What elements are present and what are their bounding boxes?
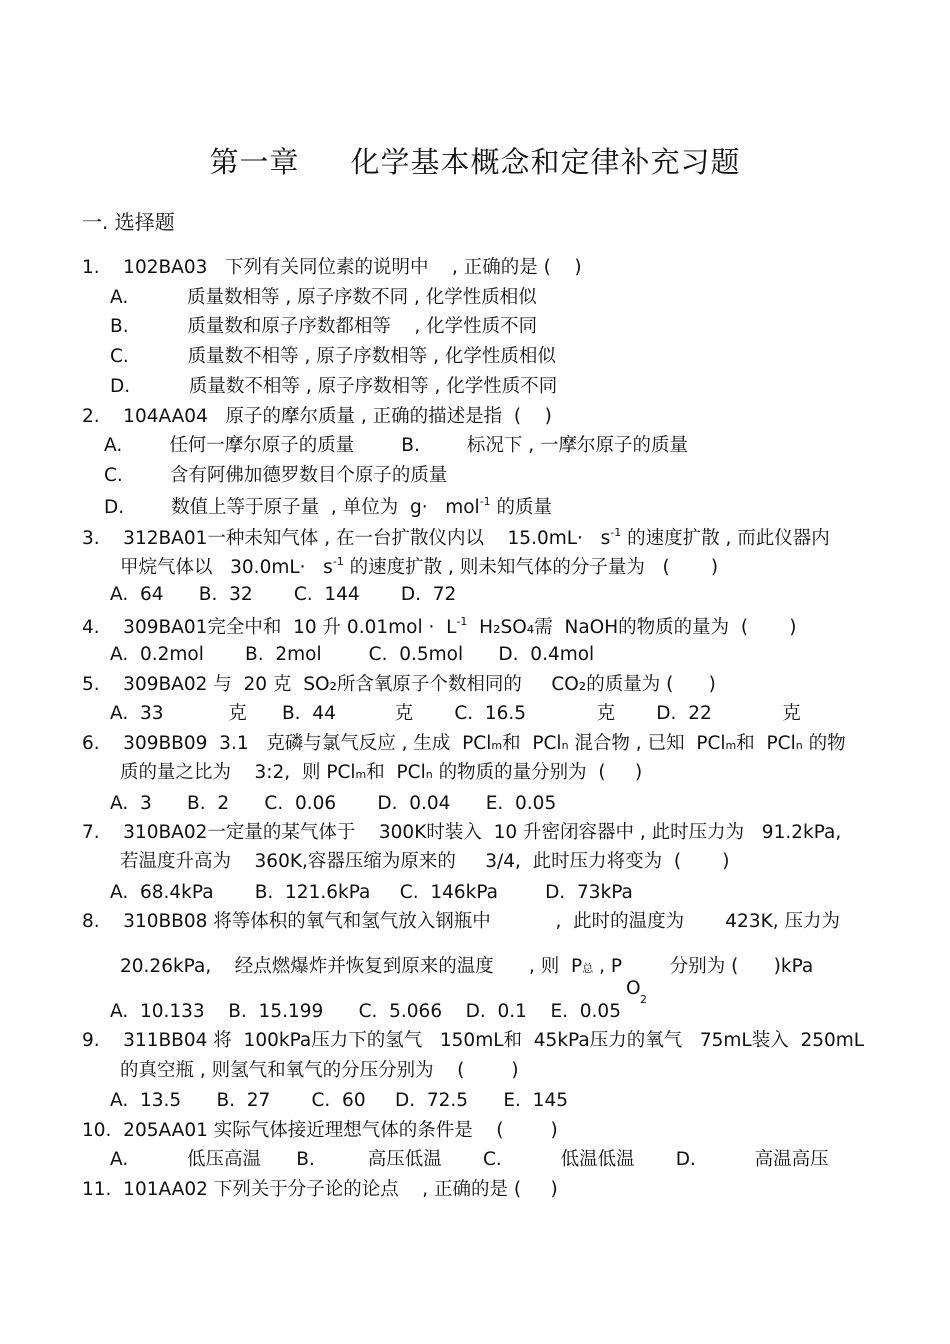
q9-options: A. 13.5 B. 27 C. 60 D. 72.5 E. 145 (110, 1090, 568, 1111)
question-10: 10. 205AA01 实际气体接近理想气体的条件是 ( ) (82, 1120, 558, 1141)
q4-options: A. 0.2mol B. 2mol C. 0.5mol D. 0.4mol (110, 644, 595, 665)
q2-options-ab: A. 任何一摩尔原子的质量 B. 标况下 , 一摩尔原子的质量 (104, 435, 689, 456)
question-6: 6. 309BB09 3.1 克磷与氯气反应 , 生成 PClm和 PCln 混合物 , 已知 PClm和 PCln 的物 (82, 733, 846, 754)
question-3-cont: 甲烷气体以 $30.0mL\cdot s^{-1}$ 的速度扩散 , 则未知气体的分子量为 ( ) (120, 555, 719, 578)
q10-options: A. 低压高温 B. 高压低温 C. 低温低温 D. 高温高压 (110, 1149, 829, 1170)
question-3: 3. 312BA01一种未知气体 , 在一台扩散仪内以 $15.0mL\cdot s^{-1}$ 的速度扩散 , 而此仪器内 (82, 526, 830, 549)
question-1: 1. 102BA03 下列有关同位素的说明中 , 正确的是 ( ) (82, 257, 582, 278)
q3-options: A. 64 B. 32 C. 144 D. 72 (110, 584, 457, 605)
q5-options: A. 33 克 B. 44 克 C. 16.5 克 D. 22 克 (110, 703, 801, 724)
q2-option-d: D. 数值上等于原子量 , 单位为 g· mol$^{-1}$ 的质量 (104, 495, 553, 518)
question-9: 9. 311BB04 将 100kPa压力下的氢气 150mL和 45kPa压力的氧气 75mL装入 250mL (82, 1030, 865, 1051)
question-8-cont: 20.26kPa, 经点燃爆炸并恢复到原来的温度 , 则 P总 , P O 2 分别为 ( )kPa (120, 956, 814, 1006)
question-4: 4. 309BA01完全中和 10 升 $0.01mol \cdot L^{-1}$ H₂SO₄需 NaOH的物质的量为 ( ) (82, 615, 797, 638)
section-heading: 一. 选择题 (82, 210, 175, 234)
question-2: 2. 104AA04 原子的摩尔质量 , 正确的描述是指 ( ) (82, 406, 552, 427)
page-title: 第一章 化学基本概念和定律补充习题 (209, 145, 741, 179)
q8-options: A. 10.133 B. 15.199 C. 5.066 D. 0.1 E. 0.05 (110, 1001, 621, 1022)
q1-option-d: D. 质量数不相等 , 原子序数相等 , 化学性质不同 (110, 376, 558, 397)
q1-option-c: C. 质量数不相等 , 原子序数相等 , 化学性质相似 (110, 346, 556, 367)
question-5: 5. 309BA02 与 20 克 SO₂所含氧原子个数相同的 CO₂的质量为 ( ) (82, 674, 716, 695)
question-6-cont: 质的量之比为 3:2, 则 PClm和 PCln 的物质的量分别为 ( ) (120, 762, 643, 783)
question-11: 11. 101AA02 下列关于分子论的论点 , 正确的是 ( ) (82, 1179, 558, 1200)
question-7-cont: 若温度升高为 360K,容器压缩为原来的 3/4, 此时压力将变为 ( ) (120, 851, 730, 872)
question-7: 7. 310BA02一定量的某气体于 300K时装入 10 升密闭容器中 , 此时压力为 91.2kPa, (82, 822, 842, 843)
q1-option-a: A. 质量数相等 , 原子序数不同 , 化学性质相似 (110, 287, 537, 308)
q2-option-c: C. 含有阿佛加德罗数目个原子的质量 (104, 465, 448, 486)
question-9-cont: 的真空瓶 , 则氢气和氧气的分压分别为 ( ) (120, 1060, 519, 1081)
question-8: 8. 310BB08 将等体积的氧气和氢气放入钢瓶中 , 此时的温度为 423K, 压力为 (82, 911, 840, 932)
q6-options: A. 3 B. 2 C. 0.06 D. 0.04 E. 0.05 (110, 793, 557, 814)
q1-option-b: B. 质量数和原子序数都相等 , 化学性质不同 (110, 316, 538, 337)
q7-options: A. 68.4kPa B. 121.6kPa C. 146kPa D. 73kPa (110, 882, 633, 903)
